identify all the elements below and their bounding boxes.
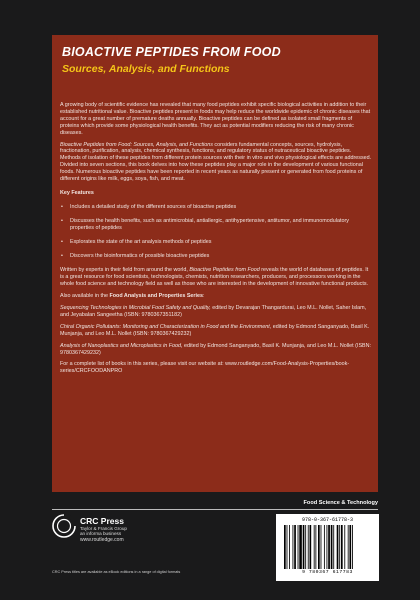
series-book-details: edited by Edmond Sanganyado, Basil K. Munjanja, and Leo M.L. Nollet (ISBN: 9780367429232)	[60, 323, 370, 337]
barcode-bar	[315, 525, 316, 569]
series-book-details: edited by Devarajan Thangardurai, Leo M.L. Nollet, Saher Islam, and Jeyabalan Sangeetha (ISBN: 9780367351182)	[60, 305, 367, 318]
subject-category: Food Science & Technology	[303, 500, 378, 506]
series-book	[60, 324, 372, 338]
barcode-bar	[293, 525, 294, 569]
series-name: Food Analysis and Properties Series	[109, 293, 204, 300]
barcode-bar	[328, 525, 330, 569]
scope-text: considers fundamental concepts, sources, hydrolysis, fractionation, purification, analysis, chemical synthesis, functions, and regulatory status of nutraceutical bioactive peptides. Methods of isolation of these peptides from different protein sources with their in vitro and vivo physiological effects are addressed. Divided into seven sections, this book delves into how these peptides play a major role in the development of various functional foods. Numerous bioactive peptides have been reported in recent years as naturally present or generated from food proteins of different origins like milk, eggs, soya, fish, and meat.	[60, 141, 372, 183]
intro-paragraph: A growing body of scientific evidence has revealed that many food peptides exhibit specific biological activities in addition to their established nutritional value. Bioactive peptides present in foods may help reduce the worldwide epidemic of chronic diseases that account for a great number of premature deaths annually. Bioactive peptides can be defined as isolated small fragments of proteins which provide some physiological health benefits. They act as potential modifiers reducing the risk of many chronic diseases.	[60, 102, 371, 136]
barcode-bar	[308, 525, 309, 569]
experts-book-title: Bioactive Peptides from Food	[189, 267, 260, 274]
publisher-group: Taylor & Francis Group	[80, 526, 127, 531]
experts-text-b: reveals the world of databases of peptides. It is a great resource for food scientists, technologists, chemists, nutrition researchers, producers, and processors working in the whole food science and technology field as well as those who are interested in the development of innovative functional products.	[60, 267, 369, 288]
key-features-list	[60, 204, 372, 260]
series-website-note: For a complete list of books in this series, please visit our website at: www.routledge.com/Food-Analysis-Properties/book-series/CRCFOODANPRO	[60, 361, 350, 375]
barcode-bar	[352, 525, 353, 569]
barcode-bar	[303, 525, 305, 569]
series-colon: :	[203, 293, 205, 300]
barcode-bar	[321, 525, 322, 569]
barcode-bar	[289, 525, 290, 569]
series-book-title: Sequencing Technologies in Microbial Food Safety and Quality,	[60, 305, 211, 312]
barcode-bar	[318, 525, 320, 569]
scope-paragraph	[60, 142, 372, 183]
barcode-bar	[349, 525, 351, 569]
isbn-barcode-box	[276, 514, 379, 581]
ebook-note: CRC Press titles are available as eBook editions in a range of digital formats	[52, 570, 181, 574]
barcode-bar	[299, 525, 302, 569]
series-book-title: Chiral Organic Pollutants: Monitoring and Characterization in Food and the Environment,	[60, 323, 272, 330]
barcode-bar	[337, 525, 339, 569]
barcode-bar	[298, 525, 299, 569]
series-book-details: edited by Edmond Sanganyado, Basil K. Munjanja, and Leo M.L. Nollet (ISBN: 9780367429232)	[60, 342, 372, 356]
barcode-bar	[294, 525, 296, 569]
key-features-heading: Key Features	[60, 189, 94, 196]
series-intro: Also available in the	[60, 293, 110, 300]
series-book	[60, 343, 372, 357]
barcode-bar	[284, 525, 286, 569]
publisher-info	[80, 516, 127, 537]
barcode-bar	[287, 525, 288, 569]
key-feature-item: • Explorates the state of the art analysis methods of peptides	[60, 239, 372, 246]
isbn-number: 978-0-367-61778-3	[301, 517, 353, 523]
barcode-bar	[310, 525, 312, 569]
series-heading	[60, 293, 372, 300]
key-feature-item: • Discovers the bioinformatics of possible bioactive peptides	[60, 253, 372, 260]
barcode-bar	[327, 525, 328, 569]
series-book	[60, 305, 372, 319]
barcode-bar	[324, 525, 325, 569]
publisher-name: CRC Press	[80, 516, 124, 526]
book-title: BIOACTIVE PEPTIDES FROM FOOD	[62, 45, 281, 59]
divider	[52, 509, 378, 510]
barcode	[283, 525, 373, 569]
book-title-italic: Bioactive Peptides from Food: Sources, Analysis, and Functions	[60, 141, 213, 148]
back-cover-text	[60, 102, 372, 380]
experts-paragraph	[60, 267, 372, 288]
barcode-bar	[333, 525, 334, 569]
barcode-bar	[331, 525, 333, 569]
barcode-bar	[341, 525, 343, 569]
book-subtitle: Sources, Analysis, and Functions	[62, 63, 230, 75]
key-feature-item: • Includes a detailed study of the different sources of bioactive peptides	[60, 204, 372, 211]
crc-press-logo	[52, 514, 76, 538]
barcode-bar	[314, 525, 315, 569]
experts-text-a: Written by experts in their field from around the world,	[60, 267, 190, 274]
publisher-tagline: an informa business	[80, 531, 122, 537]
barcode-bar	[305, 525, 306, 569]
series-book-title: Analysis of Nanoplastics and Microplastics in Food,	[60, 342, 183, 349]
barcode-bar	[348, 525, 349, 569]
barcode-bar	[344, 525, 345, 569]
key-feature-item: • Discusses the health benefits, such as antimicrobial, antiallergic, antihypertensive, antitumor, and immunomodulatory properties of peptides	[60, 218, 372, 232]
publisher-website: www.routledge.com	[80, 537, 124, 543]
barcode-bar	[339, 525, 340, 569]
barcode-digits: 9 780367 617783	[302, 570, 353, 575]
